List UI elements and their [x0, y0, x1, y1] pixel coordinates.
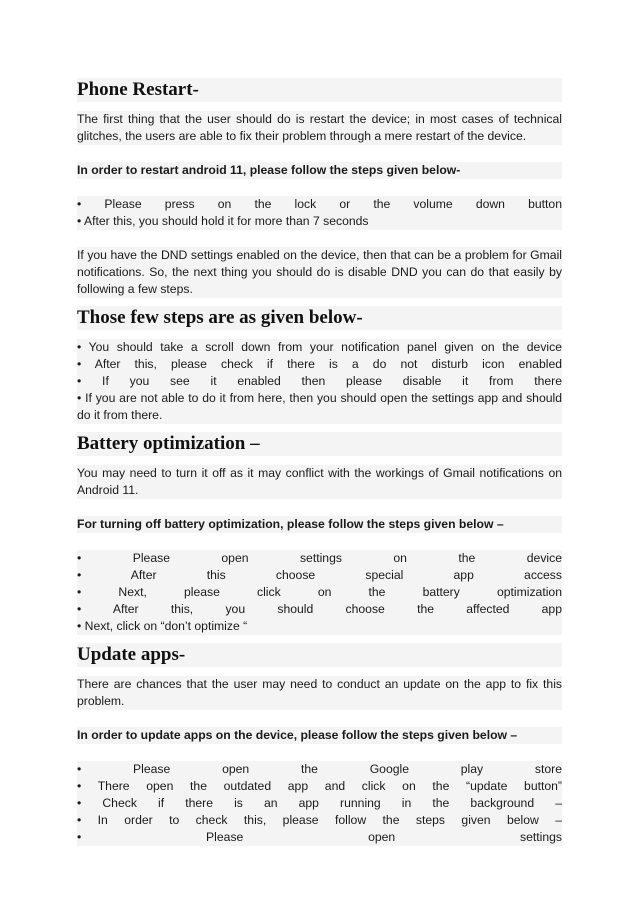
- heading-phone-restart: Phone Restart-: [77, 78, 562, 102]
- paragraph-restart-intro: The first thing that the user should do is restart the device; in most cases of technical glitches, the users are able to fix their problem through a mere restart of the device.: [77, 112, 562, 143]
- list-item: • After this choose special app access: [77, 568, 562, 582]
- list-item: • If you are not able to do it from here, then you should open the settings app and should do it from there.: [77, 391, 562, 422]
- list-item: • Next, please click on the battery optimization: [77, 585, 562, 599]
- paragraph-battery-intro: You may need to turn it off as it may conflict with the workings of Gmail notifications on Android 11.: [77, 466, 562, 497]
- list-item: • Please open settings: [77, 830, 562, 844]
- heading-battery-optimization: Battery optimization –: [77, 432, 562, 456]
- document-page: [77, 78, 562, 846]
- list-item: • There open the outdated app and click on the “update button”: [77, 779, 562, 793]
- list-item: • Please press on the lock or the volume down button: [77, 197, 562, 211]
- heading-update-apps: Update apps-: [77, 643, 562, 667]
- list-item: • After this, please check if there is a do not disturb icon enabled: [77, 357, 562, 371]
- list-item: • After this, you should choose the affected app: [77, 602, 562, 616]
- list-item: • Please open the Google play store: [77, 762, 562, 776]
- list-item: • If you see it enabled then please disable it from there: [77, 374, 562, 388]
- list-item: • Next, click on “don’t optimize “: [77, 618, 562, 635]
- list-item: • Check if there is an app running in the background –: [77, 796, 562, 810]
- restart-steps-title: In order to restart android 11, please follow the steps given below-: [77, 162, 562, 179]
- paragraph-update-intro: There are chances that the user may need to conduct an update on the app to fix this problem.: [77, 677, 562, 708]
- update-steps-title: In order to update apps on the device, please follow the steps given below –: [77, 727, 562, 744]
- list-item: • After this, you should hold it for more than 7 seconds: [77, 213, 562, 230]
- paragraph-dnd: If you have the DND settings enabled on the device, then that can be a problem for Gmail notifications. So, the next thing you should do is disable DND you can do that easily by following a few steps.: [77, 248, 562, 296]
- list-item: • Please open settings on the device: [77, 551, 562, 565]
- list-item: • You should take a scroll down from your notification panel given on the device: [77, 340, 562, 354]
- heading-few-steps: Those few steps are as given below-: [77, 306, 562, 330]
- list-item: • In order to check this, please follow the steps given below –: [77, 813, 562, 827]
- battery-steps-title: For turning off battery optimization, please follow the steps given below –: [77, 516, 562, 533]
